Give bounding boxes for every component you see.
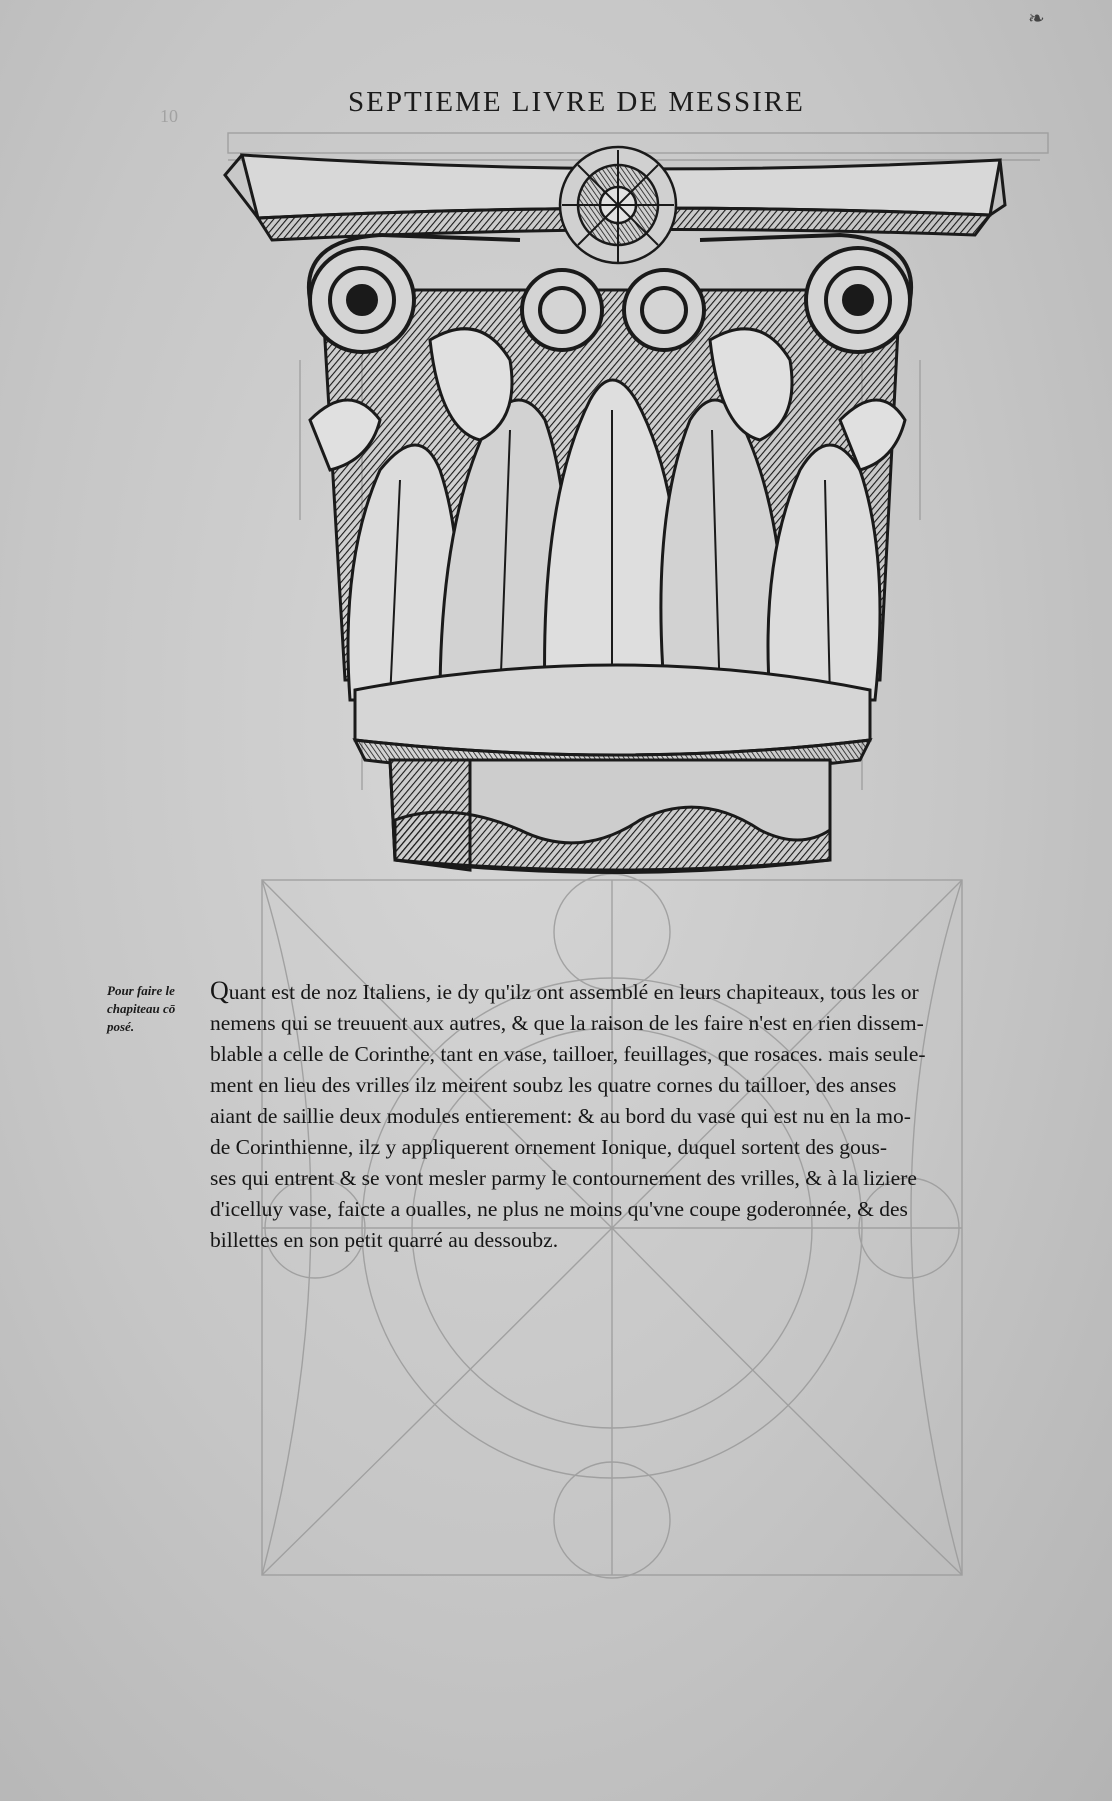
marginal-note-line: Pour faire le — [107, 983, 175, 998]
text-line: billettes en son petit quarré au dessoubz. — [210, 1228, 559, 1252]
marginal-note — [107, 982, 207, 1036]
running-head: SEPTIEME LIVRE DE MESSIRE — [348, 86, 805, 118]
fleuron-ornament: ❧ — [1028, 8, 1045, 30]
text-line: d'icelluy vase, faicte a oualles, ne plus ne moins qu'vne coupe goderonnée, & des — [210, 1197, 908, 1221]
column-shaft — [390, 760, 830, 873]
text-line: aiant de saillie deux modules entierement: & au bord du vase qui est nu en la mo- — [210, 1104, 911, 1128]
text-line: Quant est de noz Italiens, ie dy qu'ilz ont assemblé en leurs chapiteaux, tous les or — [210, 976, 919, 1005]
text-line: nemens qui se treuuent aux autres, & que la raison de les faire n'est en rien dissem- — [210, 1011, 924, 1035]
marginal-note-line: chapiteau cō — [107, 1001, 176, 1016]
text-line: ment en lieu des vrilles ilz meirent soubz les quatre cornes du tailloer, des anses — [210, 1073, 897, 1097]
body-paragraph — [210, 975, 1090, 1256]
folio-mark: 10 — [160, 106, 178, 126]
text-line: blable a celle de Corinthe, tant en vase, tailloer, feuillages, que rosaces. mais seule- — [210, 1042, 926, 1066]
rosette — [560, 147, 676, 263]
text-line: ses qui entrent & se vont mesler parmy le contournement des vrilles, & à la liziere — [210, 1166, 917, 1190]
text-line: de Corinthienne, ilz y appliquerent ornement Ionique, duquel sortent des gous- — [210, 1135, 888, 1159]
marginal-note-line: posé. — [107, 1019, 135, 1034]
